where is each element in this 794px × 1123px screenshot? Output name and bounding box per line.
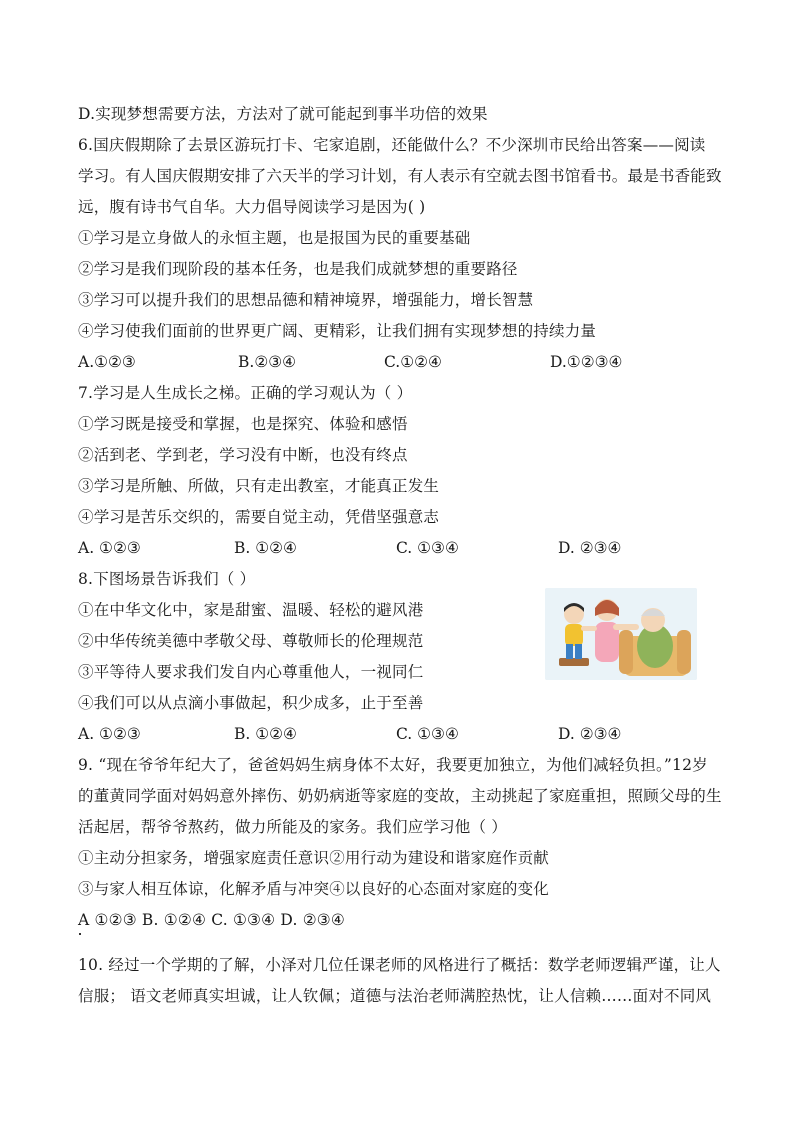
- q7-statement-2: ②活到老、学到老，学习没有中断，也没有终点: [78, 446, 408, 464]
- q6-option-b: B.②③④: [238, 353, 297, 371]
- q8-statement-2: ②中华传统美德中孝敬父母、尊敬师长的伦理规范: [78, 632, 424, 650]
- q8-stem: 8.下图场景告诉我们（ ）: [78, 570, 256, 588]
- q6-stem-line-1: 6.国庆假期除了去景区游玩打卡、宅家追剧，还能做什么？不少深圳市民给出答案——阅读: [78, 136, 706, 154]
- q8-option-a: A. ①②③: [78, 725, 141, 743]
- q8-options: [78, 724, 718, 744]
- q6-stem-line-3: 远，腹有诗书气自华。大力倡导阅读学习是因为( ): [78, 198, 426, 216]
- stray-dot: [79, 933, 81, 935]
- q6-statement-2: ②学习是我们现阶段的基本任务，也是我们成就梦想的重要路径: [78, 260, 518, 278]
- q9-stem-line-1: 9. “现在爷爷年纪大了，爸爸妈妈生病身体不太好，我要更加独立，为他们减轻负担。”12岁: [78, 756, 708, 774]
- q8-statement-3: ③平等待人要求我们发自内心尊重他人，一视同仁: [78, 663, 424, 681]
- q6-stem-line-2: 学习。有人国庆假期安排了六天半的学习计划，有人表示有空就去图书馆看书。最是书香能致: [78, 167, 722, 185]
- q8-statement-1: ①在中华文化中，家是甜蜜、温暖、轻松的避风港: [78, 601, 424, 619]
- q9-stem-line-3: 活起居，帮爷爷熬药，做力所能及的家务。我们应学习他（ ）: [78, 818, 508, 836]
- q7-statement-1: ①学习既是接受和掌握，也是探究、体验和感悟: [78, 415, 408, 433]
- q7-stem: 7.学习是人生成长之梯。正确的学习观认为（ ）: [78, 384, 413, 402]
- q9-statements-1-2: ①主动分担家务，增强家庭责任意识②用行动为建设和谐家庭作贡献: [78, 849, 550, 867]
- q7-statement-4: ④学习是苦乐交织的，需要自觉主动，凭借坚强意志: [78, 508, 440, 526]
- family-care-illustration-icon: [545, 588, 697, 680]
- q6-option-d: D.①②③④: [550, 353, 623, 371]
- q6-statement-3: ③学习可以提升我们的思想品德和精神境界，增强能力，增长智慧: [78, 291, 534, 309]
- q8-option-b: B. ①②④: [234, 725, 297, 743]
- q6-option-c: C.①②④: [384, 353, 442, 371]
- q7-option-d: D. ②③④: [558, 539, 622, 557]
- q5-option-d: D.实现梦想需要方法，方法对了就可能起到事半功倍的效果: [78, 105, 488, 123]
- q6-option-a: A.①②③: [78, 353, 136, 371]
- q7-option-c: C. ①③④: [396, 539, 459, 557]
- q7-statement-3: ③学习是所触、所做，只有走出教室，才能真正发生: [78, 477, 440, 495]
- q6-statement-4: ④学习使我们面前的世界更广阔、更精彩，让我们拥有实现梦想的持续力量: [78, 322, 597, 340]
- q6-options: [78, 352, 718, 372]
- q10-stem-line-1: 10. 经过一个学期的了解，小泽对几位任课老师的风格进行了概括：数学老师逻辑严谨，让人: [78, 956, 721, 974]
- q8-option-c: C. ①③④: [396, 725, 459, 743]
- q9-options: A ①②③ B. ①②④ C. ①③④ D. ②③④: [78, 911, 345, 929]
- q9-statements-3-4: ③与家人相互体谅，化解矛盾与冲突④以良好的心态面对家庭的变化: [78, 880, 550, 898]
- q8-option-d: D. ②③④: [558, 725, 622, 743]
- q10-stem-line-2: 信服； 语文老师真实坦诚，让人钦佩；道德与法治老师满腔热忱，让人信赖……面对不同风: [78, 987, 712, 1005]
- q8-statement-4: ④我们可以从点滴小事做起，积少成多，止于至善: [78, 694, 424, 712]
- q9-stem-line-2: 的董黄同学面对妈妈意外摔伤、奶奶病逝等家庭的变故，主动挑起了家庭重担，照顾父母的生: [78, 787, 722, 805]
- q7-options: [78, 538, 718, 558]
- q7-option-a: A. ①②③: [78, 539, 141, 557]
- q7-option-b: B. ①②④: [234, 539, 297, 557]
- q6-statement-1: ①学习是立身做人的永恒主题，也是报国为民的重要基础: [78, 229, 471, 247]
